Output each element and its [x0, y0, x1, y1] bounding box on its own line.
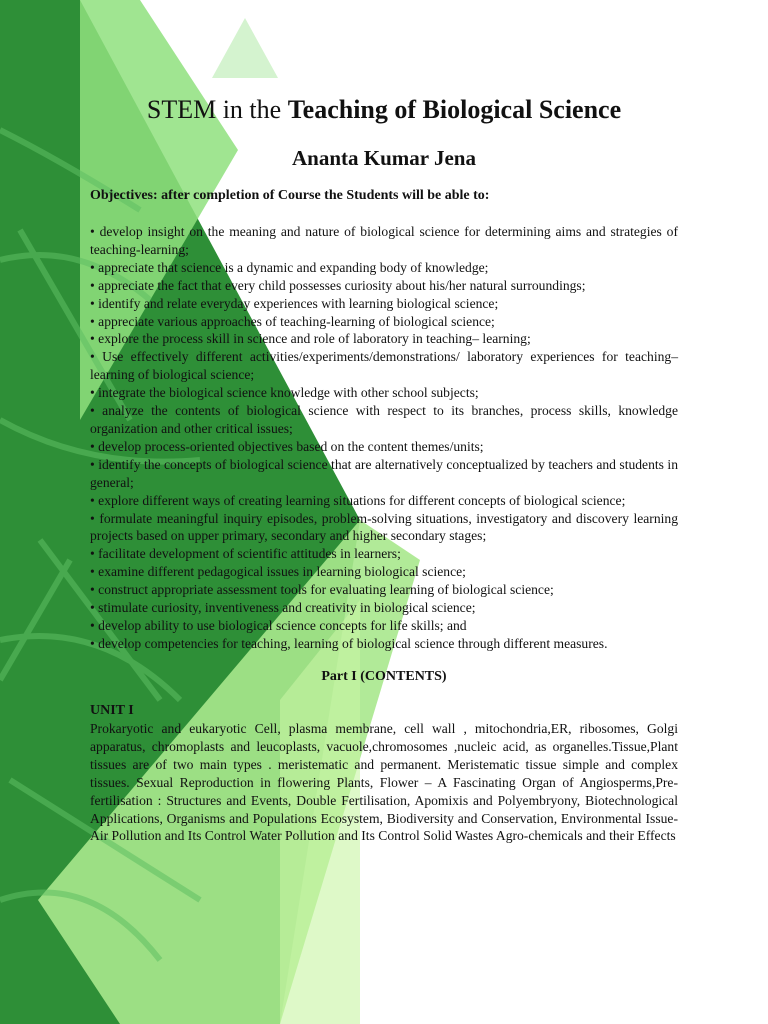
objective-item: • facilitate development of scientific attitudes in learners;: [90, 546, 401, 562]
objective-item: • develop ability to use biological science concepts for life skills; and: [90, 617, 467, 633]
objective-item: • analyze the contents of biological science with respect to its branches, process skills, knowledge organization and other critical issues;: [90, 403, 678, 436]
objective-item: • formulate meaningful inquiry episodes, problem-solving situations, investigatory and discovery learning projects based on upper primary, secondary and higher secondary stages;: [90, 510, 678, 544]
objective-item: • appreciate that science is a dynamic and expanding body of knowledge;: [90, 259, 489, 275]
document-title: [0, 94, 768, 126]
objective-item: • Use effectively different activities/experiments/demonstrations/ laboratory experiences for teaching–learning of biological science;: [90, 349, 678, 383]
title-main: Teaching of Biological Science: [287, 95, 622, 124]
objective-item: • develop process-oriented objectives based on the content themes/units;: [90, 438, 484, 454]
objective-item: • identify the concepts of biological science that are alternatively conceptualized by teachers and students in general;: [90, 456, 678, 490]
objectives-list: [90, 223, 678, 653]
objective-item: • develop insight on the meaning and nature of biological science for determining aims and strategies of teaching-learning;: [90, 224, 678, 257]
objective-item: • identify and relate everyday experiences with learning biological science;: [90, 295, 499, 311]
objective-item: • examine different pedagogical issues in learning biological science;: [90, 564, 466, 580]
objective-item: • appreciate the fact that every child possesses curiosity about his/her natural surroundings;: [90, 277, 586, 293]
objective-item: • explore different ways of creating learning situations for different concepts of biological science;: [90, 492, 626, 508]
unit-body-text: Prokaryotic and eukaryotic Cell, plasma membrane, cell wall , mitochondria,ER, ribosomes, Golgi apparatus, chromoplasts and leucoplasts, vacuole,chromosomes ,nucleic acid, as organelles.Tissue,Plant tissues are of two main types . meristematic and permanent. Meristematic tissue simple and complex tissues. Sexual Reproduction in flowering Plants, Flower – A Fascinating Organ of Angiosperms,Pre-fertilisation : Structures and Events, Double Fertilisation, Apomixis and Polyembryony, Biotechnological Applications, Organisms and Populations Ecosystem, Biodiversity and Conservation, Environmental Issue-Air Pollution and Its Control Water Pollution and Its Control Solid Wastes Agro-chemicals and their Effects: [90, 721, 678, 844]
title-prefix: STEM in the: [146, 95, 282, 124]
objective-item: • appreciate various approaches of teaching-learning of biological science;: [90, 313, 495, 329]
objective-item: • integrate the biological science knowledge with other school subjects;: [90, 385, 479, 401]
part-heading: Part I (CONTENTS): [321, 669, 447, 684]
objective-item: • develop competencies for teaching, learning of biological science through different measures.: [90, 635, 608, 651]
objective-item: • explore the process skill in science and role of laboratory in teaching– learning;: [90, 331, 531, 347]
objectives-heading: Objectives: after completion of Course the Students will be able to:: [90, 188, 490, 203]
unit-heading: UNIT I: [90, 703, 134, 718]
objective-item: • construct appropriate assessment tools for evaluating learning of biological science;: [90, 582, 554, 598]
author-name: Ananta Kumar Jena: [292, 146, 476, 170]
objective-item: • stimulate curiosity, inventiveness and creativity in biological science;: [90, 600, 476, 616]
